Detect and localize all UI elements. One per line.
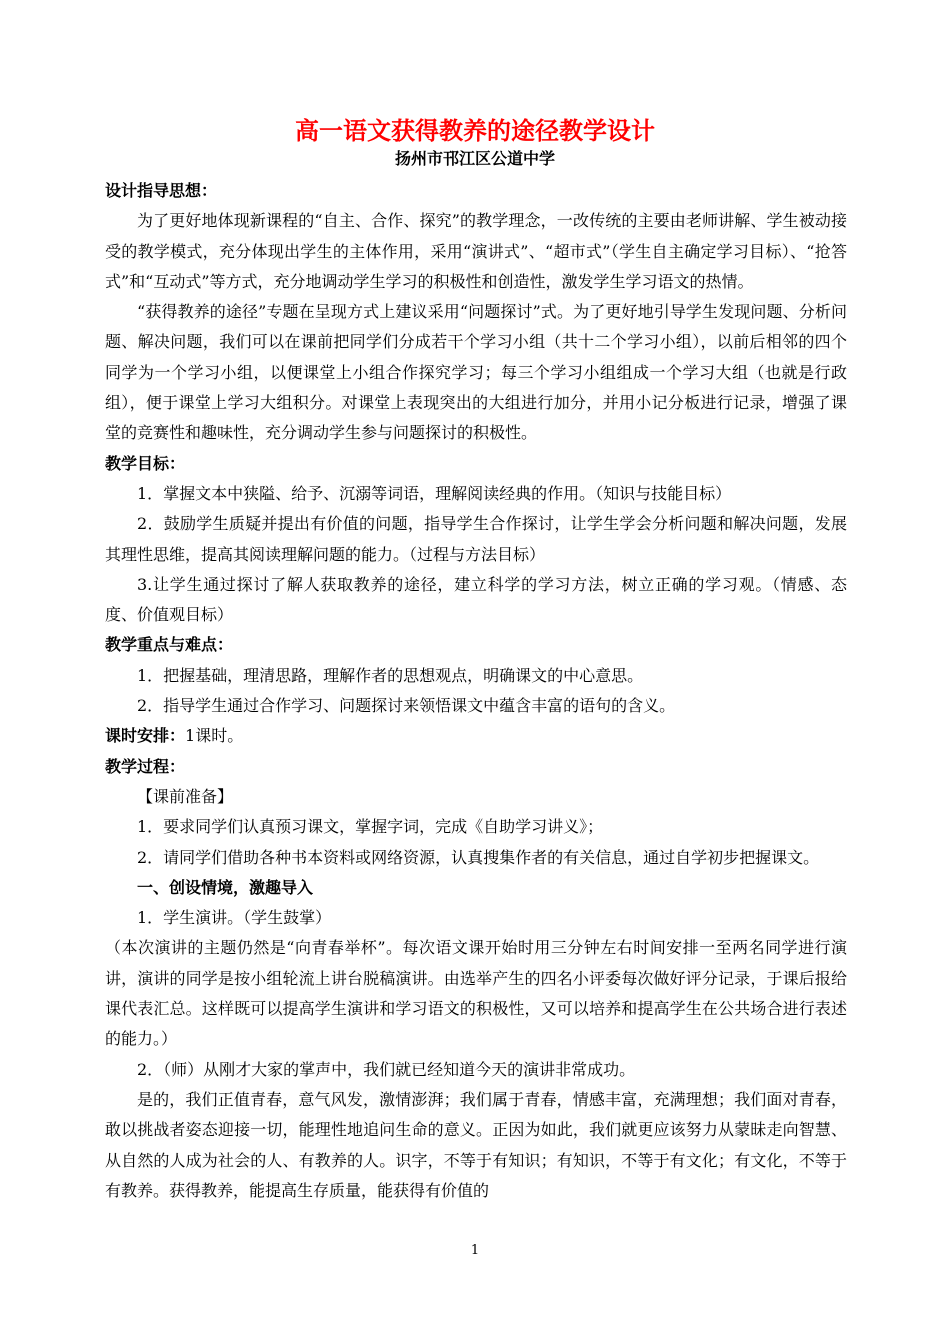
goal-3: 3.让学生通过探讨了解人获取教养的途径，建立科学的学习方法，树立正确的学习观。（情感、态度、价值观目标） xyxy=(105,574,847,625)
keypoint-2: 2．指导学生通过合作学习、问题探讨来领悟课文中蕴含丰富的语句的含义。 xyxy=(137,696,676,716)
schedule-value: 1课时。 xyxy=(185,726,244,746)
heading-guiding: 设计指导思想： xyxy=(105,181,218,200)
heading-schedule: 课时安排： xyxy=(105,726,186,746)
document-subtitle: 扬州市邗江区公道中学 xyxy=(394,149,555,168)
heading-process: 教学过程： xyxy=(105,756,186,776)
prep-heading: 【课前准备】 xyxy=(137,786,234,806)
goal-1: 1．掌握文本中狭隘、给予、沉溺等词语，理解阅读经典的作用。（知识与技能目标） xyxy=(137,483,732,503)
paragraph-guiding-1: 为了更好地体现新课程的“自主、合作、探究”的教学理念，一改传统的主要由老师讲解、学生被动接受的教学模式，充分体现出学生的主体作用，采用“演讲式”、“超市式”（学生自主确定学习目标）、“抢答式”和“互动式”等方式，充分地调动学生学习的积极性和创造性，激发学生学习语文的热情。 xyxy=(105,211,847,291)
heading-goals: 教学目标： xyxy=(105,453,186,473)
step1-paragraph: 是的，我们正值青春，意气风发，激情澎湃；我们属于青春，情感丰富，充满理想；我们面对青春，敢以挑战者姿态迎接一切，能理性地追问生命的意义。正因为如此，我们就更应该努力从蒙昧走向智慧、从自然的人成为社会的人、有教养的人。识字，不等于有知识；有知识，不等于有文化；有文化，不等于有教养。获得教养，能提高生存质量，能获得有价值的 xyxy=(105,1089,847,1200)
step1-item-2: 2．（师）从刚才大家的掌声中，我们就已经知道今天的演讲非常成功。 xyxy=(137,1059,636,1079)
schedule-line xyxy=(105,721,847,751)
goal-2: 2．鼓励学生质疑并提出有价值的问题，指导学生合作探讨，让学生学会分析问题和解决问题，发展其理性思维，提高其阅读理解问题的能力。（过程与方法目标） xyxy=(105,514,847,564)
paragraph-guiding-2: “获得教养的途径”专题在呈现方式上建议采用“问题探讨”式。为了更好地引导学生发现问题、分析问题、解决问题，我们可以在课前把同学们分成若干个学习小组（共十二个学习小组），以前后相邻的四个同学为一个学习小组，以便课堂上小组合作探究学习；每三个学习小组组成一个学习大组（也就是行政组），便于课堂上学习大组积分。对课堂上表现突出的大组进行加分，并用小记分板进行记录，增强了课堂的竞赛性和趣味性，充分调动学生参与问题探讨的积极性。 xyxy=(105,302,847,443)
step1-heading: 一、创设情境，激趣导入 xyxy=(137,877,314,897)
step1-item-1: 1．学生演讲。（学生鼓掌） xyxy=(137,908,332,928)
page-number: 1 xyxy=(470,1243,480,1258)
prep-item-1: 1．要求同学们认真预习课文，掌握字词，完成《自助学习讲义》； xyxy=(137,817,604,837)
document-body xyxy=(105,176,847,1206)
prep-item-2: 2．请同学们借助各种书本资料或网络资源，认真搜集作者的有关信息，通过自学初步把握课文。 xyxy=(137,847,820,867)
keypoint-1: 1．把握基础，理清思路，理解作者的思想观点，明确课文的中心意思。 xyxy=(137,665,644,685)
document-title: 高一语文获得教养的途径教学设计 xyxy=(295,117,655,145)
step1-note: （本次演讲的主题仍然是“向青春举杯”。每次语文课开始时用三分钟左右时间安排一至两名同学进行演讲，演讲的同学是按小组轮流上讲台脱稿演讲。由选举产生的四名小评委每次做好评分记录，于课后报给课代表汇总。这样既可以提高学生演讲和学习语文的积极性，又可以培养和提高学生在公共场合进行表述的能力。） xyxy=(105,938,847,1049)
heading-keypoints: 教学重点与难点： xyxy=(105,635,234,655)
